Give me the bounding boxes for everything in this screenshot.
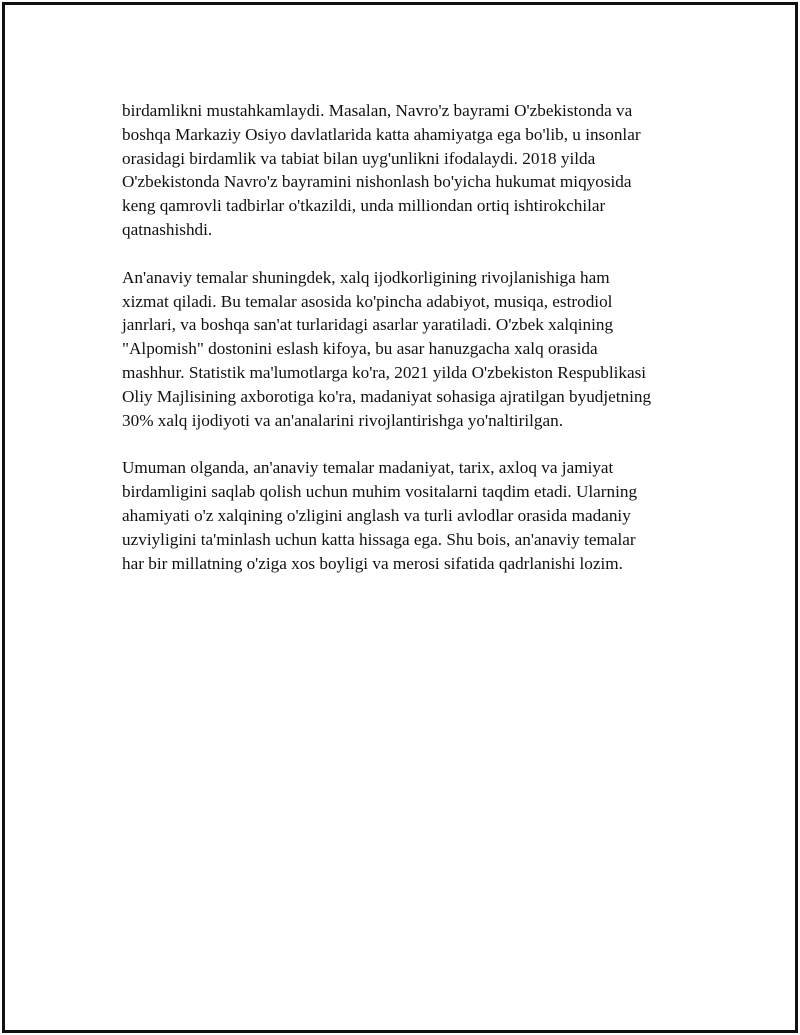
- paragraph-2: An'anaviy temalar shuningdek, xalq ijodkorligining rivojlanishiga ham xizmat qiladi. Bu temalar asosida ko'pincha adabiyot, musiqa, estrodiol janrlari, va boshqa san'at turlaridagi asarlar yaratiladi. O'zbek xalqining "Alpomish" dostonini eslash kifoya, bu asar hanuzgacha xalq orasida mashhur. Statistik ma'lumotlarga ko'ra, 2021 yilda O'zbekiston Respublikasi Oliy Majlisining axborotiga ko'ra, madaniyat sohasiga ajratilgan byudjetning 30% xalq ijodiyoti va an'analarini rivojlantirishga yo'naltirilgan.: [122, 267, 652, 430]
- document-body: [122, 99, 702, 599]
- paragraph-1: birdamlikni mustahkamlaydi. Masalan, Navro'z bayrami O'zbekistonda va boshqa Markaziy Osiyo davlatlarida katta ahamiyatga ega bo'lib, u insonlar orasidagi birdamlik va tabiat bilan uyg'unlikni ifodalaydi. 2018 yilda O'zbekistonda Navro'z bayramini nishonlash bo'yicha hukumat miqyosida keng qamrovli tadbirlar o'tkazildi, unda milliondan ortiq ishtirokchilar qatnashishdi.: [122, 101, 641, 239]
- paragraph-3: Umuman olganda, an'anaviy temalar madaniyat, tarix, axloq va jamiyat birdamligini saqlab qolish uchun muhim vositalarni taqdim etadi. Ularning ahamiyati o'z xalqining o'zligini anglash va turli avlodlar orasida madaniy uzviyligini ta'minlash uchun katta hissaga ega. Shu bois, an'anaviy temalar har bir millatning o'ziga xos boyligi va merosi sifatida qadrlanishi lozim.: [122, 458, 638, 573]
- page-frame: [2, 2, 798, 1033]
